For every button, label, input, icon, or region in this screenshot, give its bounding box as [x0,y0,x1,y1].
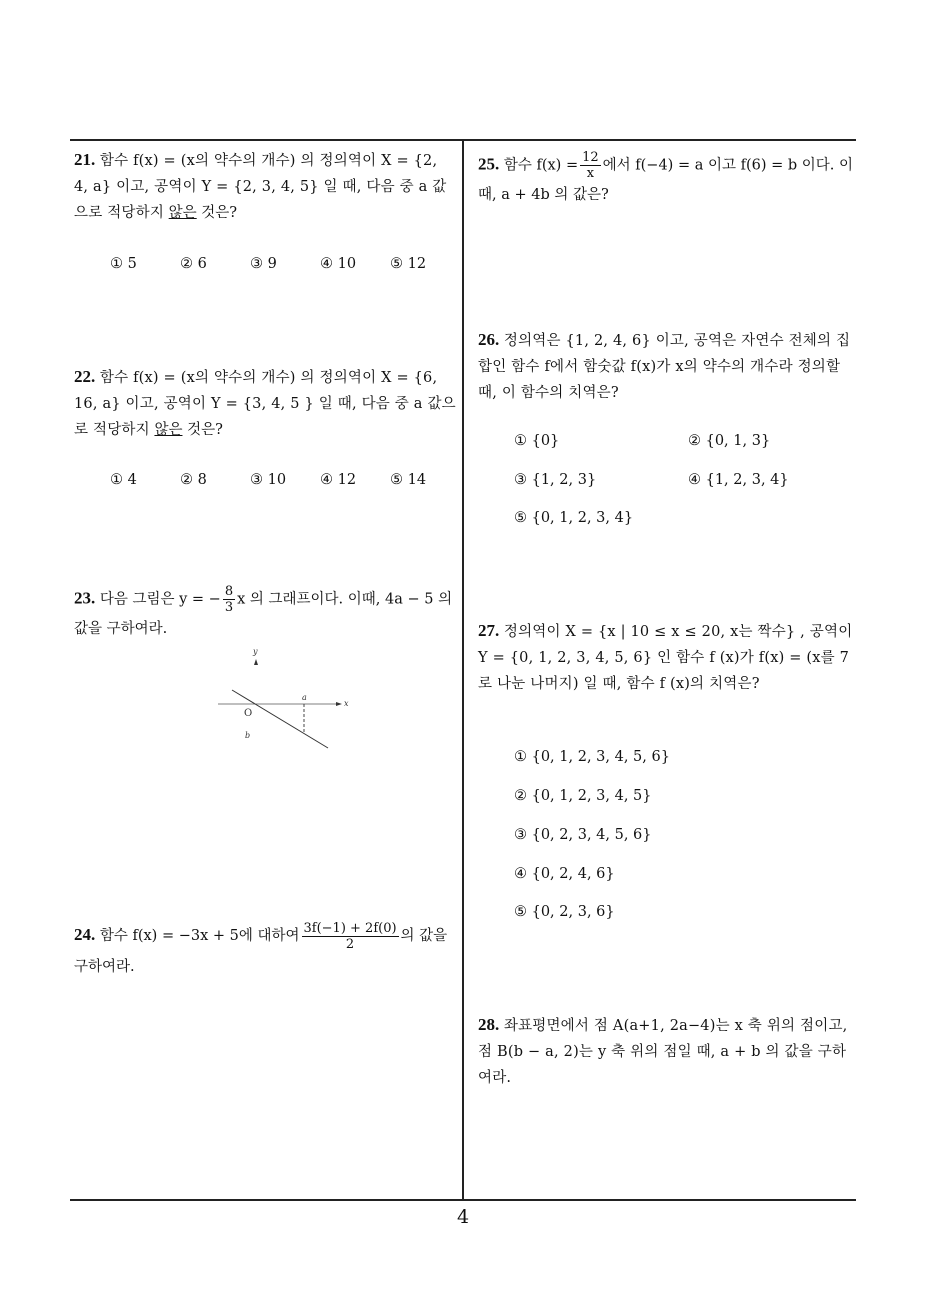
question-27 [478,618,860,697]
choice-5: ⑤ {0, 2, 3, 6} [514,904,615,920]
fraction-denominator: 2 [345,936,355,952]
fraction [580,150,601,181]
fraction [223,584,235,615]
question-text-a: 다음 그림은 y = − [99,591,221,608]
fraction-denominator: 3 [224,600,234,615]
a-label: a [302,693,307,702]
question-28 [478,1012,860,1091]
question-25 [478,150,860,209]
b-label: b [245,731,251,740]
question-tail: 것은? [201,205,238,221]
question-number: 26. [478,330,500,349]
question-23 [74,584,456,643]
choice-3: ③ 10 [250,472,287,488]
question-underline: 않은 [168,205,197,221]
question-text-a: 함수 f(x) = [503,157,579,174]
question-21 [74,147,456,226]
choice-4: ④ {0, 2, 4, 6} [514,866,615,882]
question-tail: 것은? [187,422,223,438]
y-axis-label: y [253,647,258,656]
choice-1: ① {0, 1, 2, 3, 4, 5, 6} [514,749,670,765]
question-text: 좌표평면에서 점 A(a+1, 2a−4)는 x 축 위의 점이고, 점 B(b − a, 2)는 y 축 위의 점일 때, a + b 의 값을 구하여라. [478,1018,848,1086]
page-number: 4 [456,1206,470,1228]
question-number: 21. [74,150,96,169]
fraction-numerator: 12 [582,150,599,165]
choice-3: ③ {1, 2, 3} [514,472,597,488]
choice-5: ⑤ {0, 1, 2, 3, 4} [514,510,634,526]
question-number: 23. [74,588,96,608]
question-text: 정의역은 {1, 2, 4, 6} 이고, 공역은 자연수 전체의 집합인 함수 f에서 함숫값 f(x)가 x의 약수의 개수라 정의할 때, 이 함수의 치역은? [478,333,851,401]
choice-4: ④ 12 [320,472,357,488]
fraction-numerator: 3f(−1) + 2f(0) [303,920,397,936]
fraction-numerator: 8 [224,584,234,599]
question-number: 22. [74,367,96,386]
choice-2: ② 6 [180,256,207,272]
question-24 [74,920,456,982]
question-underline: 않은 [154,422,183,438]
question-text-b: 에서 f(−4) = a 이고 f(6) = b 이다. 이때, a + 4b 의 값은? [478,157,853,203]
choice-1: ① {0} [514,433,560,449]
bottom-rule [70,1199,856,1201]
choice-3: ③ 9 [250,256,277,272]
x-axis-label: x [344,699,349,708]
choice-1: ① 4 [110,472,137,488]
question-text: 정의역이 X = {x | 10 ≤ x ≤ 20, x는 짝수} , 공역이 Y = {0, 1, 2, 3, 4, 5, 6} 인 함수 f (x)가 f(x) = (x를 7로 나눈 나머지) 일 때, 함수 f (x)의 치역은? [478,624,853,692]
choice-1: ① 5 [110,256,137,272]
question-26 [478,327,860,406]
question-text-b: 의 값을 구하여라. [74,928,448,975]
question-text-a: 함수 f(x) = −3x + 5에 대하여 [99,928,300,944]
fraction [302,921,399,952]
origin-label: O [244,708,253,719]
choice-5: ⑤ 14 [390,472,427,488]
choice-4: ④ 10 [320,256,357,272]
column-divider [462,139,464,1201]
question-number: 27. [478,621,500,640]
question-22 [74,364,456,443]
question-number: 25. [478,154,500,174]
question-number: 28. [478,1015,500,1034]
question-text: 함수 f(x) = (x의 약수의 개수) 의 정의역이 X = {2, 4, a} 이고, 공역이 Y = {2, 3, 4, 5} 일 때, 다음 중 a 값으로 적당하지 [74,153,447,221]
choice-2: ② 8 [180,472,207,488]
choice-5: ⑤ 12 [390,256,427,272]
choice-3: ③ {0, 2, 3, 4, 5, 6} [514,827,652,843]
fraction-denominator: x [586,166,595,181]
question-number: 24. [74,925,96,944]
choice-4: ④ {1, 2, 3, 4} [688,472,789,488]
line-graph-figure [200,645,360,760]
question-text: 함수 f(x) = (x의 약수의 개수) 의 정의역이 X = {6, 16, a} 이고, 공역이 Y = {3, 4, 5 } 일 때, 다음 중 a 값으로 적당하지 [74,370,456,438]
choice-2: ② {0, 1, 3} [688,433,771,449]
choice-2: ② {0, 1, 2, 3, 4, 5} [514,788,652,804]
question-text-b: x 의 그래프이다. 이때, 4a − 5 의 값을 구하여라. [74,591,453,637]
